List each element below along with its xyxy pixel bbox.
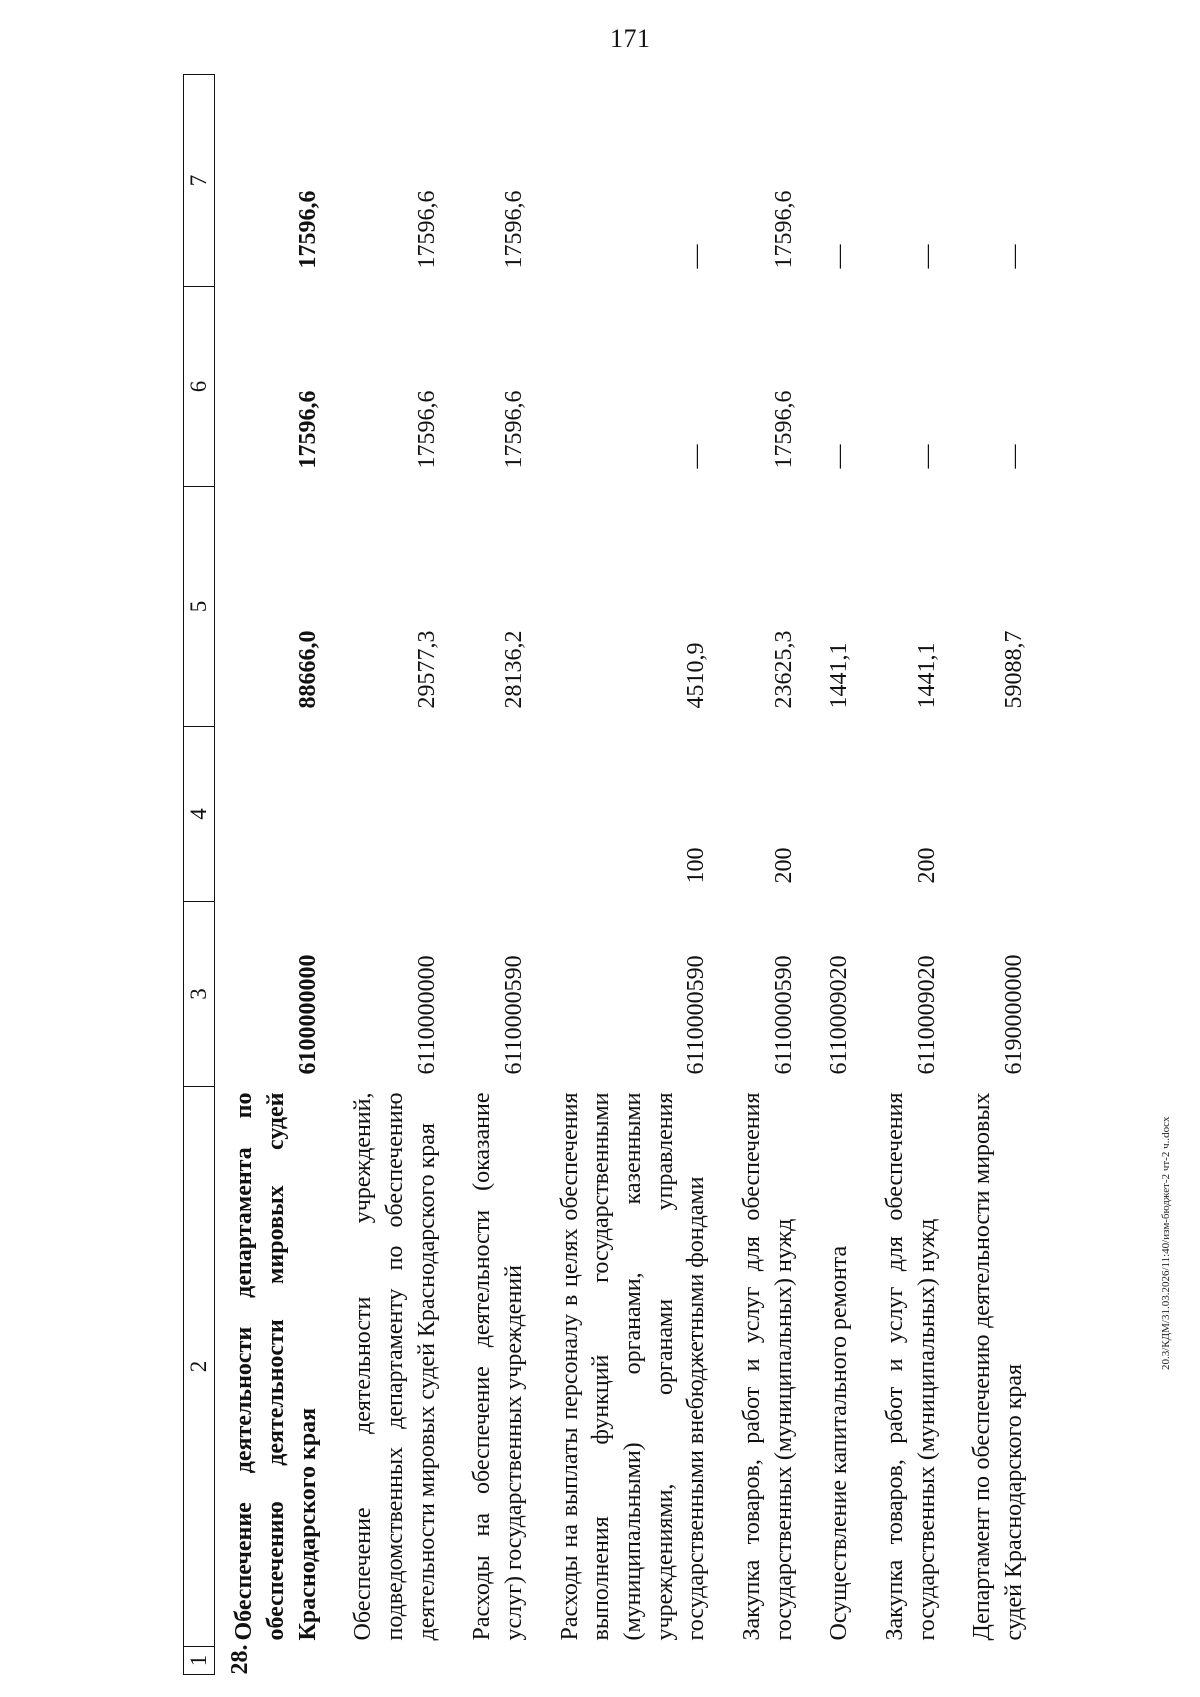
row-index <box>810 1647 866 1675</box>
amount-col7: — <box>1001 244 1028 269</box>
row-name: Закупка товаров, работ и услуг для обеспечения государственных (муниципальных) нужд <box>882 1092 940 1641</box>
target-code: 6110000000 <box>413 955 440 1075</box>
amount-col7: 17596,6 <box>294 190 321 269</box>
column-number-4: 4 <box>184 727 215 902</box>
row-name: Осуществление капитального ремонта <box>826 1245 853 1641</box>
amount-col5: 29577,3 <box>413 630 440 709</box>
table-row <box>215 75 335 1675</box>
amount-col7: 17596,6 <box>413 190 440 269</box>
footer-filename: 20.3/КДМ/31.03.2026/11:40/изм-бюджет-2 чт-2 ч..docx <box>1160 1116 1172 1370</box>
target-code: 6110000590 <box>683 955 710 1075</box>
column-number-6: 6 <box>184 287 215 487</box>
row-index <box>334 1647 453 1675</box>
table-row <box>541 75 723 1675</box>
column-number-5: 5 <box>184 487 215 727</box>
amount-col7: — <box>683 244 710 269</box>
amount-col6: — <box>1001 444 1028 469</box>
amount-col5: 1441,1 <box>913 642 940 709</box>
amount-col7: 17596,6 <box>501 190 528 269</box>
expense-type <box>334 727 453 902</box>
row-index: 28. <box>227 1644 254 1675</box>
target-code: 6110009020 <box>913 955 940 1075</box>
amount-col7: — <box>913 244 940 269</box>
row-index <box>723 1647 810 1675</box>
amount-col6: — <box>913 444 940 469</box>
amount-col5: 23625,3 <box>770 630 797 709</box>
target-code: 6100000000 <box>294 954 321 1075</box>
row-index <box>866 1647 953 1675</box>
expense-type: 100 <box>683 847 710 884</box>
row-name: Закупка товаров, работ и услуг для обеспечения государственных (муниципальных) нужд <box>739 1092 797 1641</box>
amount-col7: 17596,6 <box>770 190 797 269</box>
amount-col5: 59088,7 <box>1001 630 1028 709</box>
amount-col6: 17596,6 <box>501 390 528 469</box>
row-index <box>541 1647 723 1675</box>
row-name: Расходы на обеспечение деятельности (оказание услуг) государственных учреждений <box>469 1092 528 1641</box>
amount-col5: 4510,9 <box>683 642 710 709</box>
row-name: Обеспечение деятельности учреждений, подведомственных департаменту по обеспечению деятельности мировых судей Краснодарского края <box>350 1092 440 1641</box>
target-code: 6190000000 <box>1001 954 1028 1075</box>
expense-type: 200 <box>913 847 940 884</box>
budget-table-rotated <box>183 75 1113 1675</box>
column-number-2: 2 <box>184 1087 215 1647</box>
budget-table <box>183 74 1041 1675</box>
amount-col5: 1441,1 <box>826 642 853 709</box>
row-name: Расходы на выплаты персоналу в целях обеспечения выполнения функций государственными (муниципальными) органами, казенными учреждениями, органами управления государственными внебюджетными фондами <box>556 1092 710 1641</box>
expense-type <box>453 727 540 902</box>
amount-col5: 28136,2 <box>501 630 528 709</box>
target-code: 6110000590 <box>501 955 528 1075</box>
column-number-3: 3 <box>184 902 215 1087</box>
amount-col6: 17596,6 <box>294 390 321 469</box>
table-body <box>215 75 1041 1675</box>
target-code: 6110000590 <box>770 955 797 1075</box>
amount-col7: — <box>826 244 853 269</box>
table-row <box>453 75 540 1675</box>
table-row <box>810 75 866 1675</box>
row-index <box>453 1647 540 1675</box>
amount-col6: 17596,6 <box>770 390 797 469</box>
column-number-7: 7 <box>184 75 215 287</box>
amount-col6: 17596,6 <box>413 390 440 469</box>
column-number-1: 1 <box>184 1647 215 1675</box>
table-row <box>866 75 953 1675</box>
expense-type: 200 <box>770 847 797 884</box>
expense-type <box>953 727 1040 902</box>
table-header <box>184 75 215 1675</box>
row-name: Департамент по обеспечению деятельности мировых судей Краснодарского края <box>969 1092 1028 1641</box>
target-code: 6110009020 <box>826 955 853 1075</box>
amount-col6: — <box>826 444 853 469</box>
row-name: Обеспечение деятельности департамента по обеспечению деятельности мировых судей Краснодарского края <box>231 1092 321 1641</box>
page-number: 171 <box>610 24 651 53</box>
amount-col5: 88666,0 <box>294 630 321 709</box>
table-row <box>953 75 1040 1675</box>
table-row <box>723 75 810 1675</box>
row-index <box>953 1647 1040 1675</box>
amount-col6: — <box>683 444 710 469</box>
expense-type <box>215 727 335 902</box>
expense-type <box>810 727 866 902</box>
table-row <box>334 75 453 1675</box>
